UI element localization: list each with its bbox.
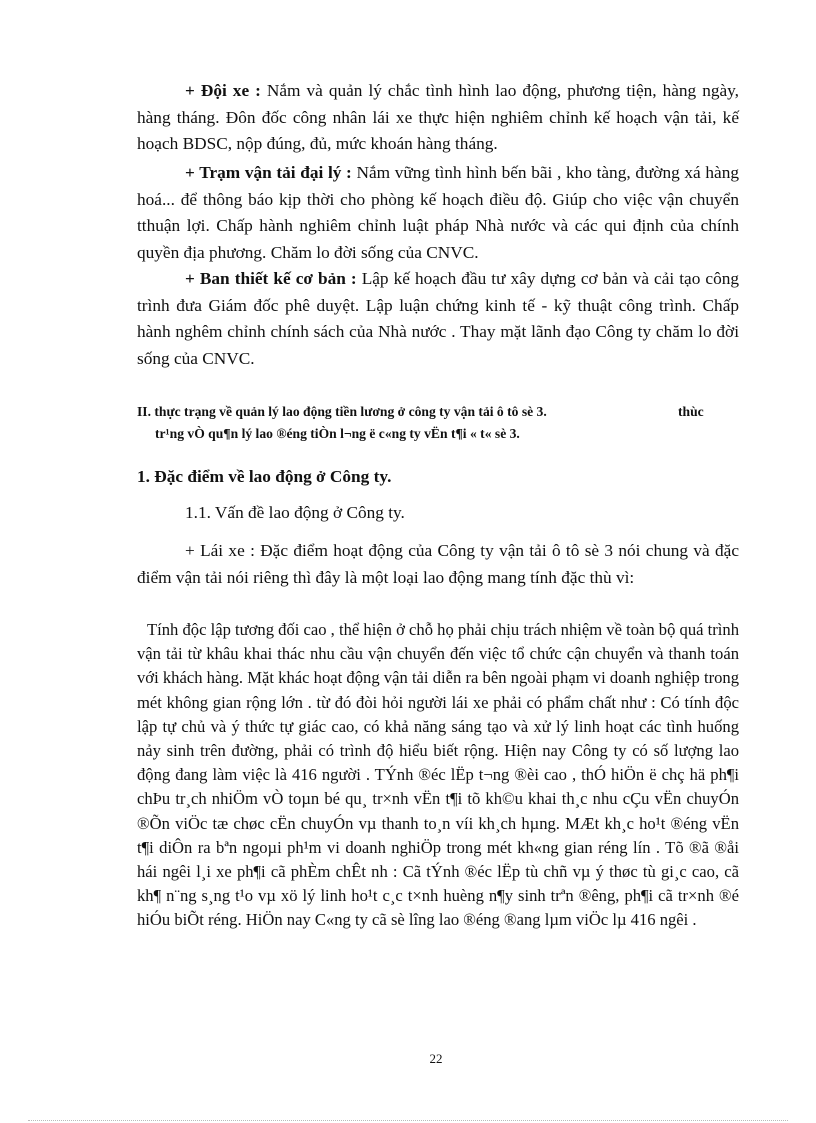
- paragraph-ban-thiet-ke: [137, 266, 739, 372]
- section-ii-heading-tail: thùc: [678, 404, 704, 419]
- label-ban-thiet-ke: + Ban thiết kế cơ bản :: [185, 269, 357, 288]
- subheading-van-de-lao-dong: 1.1. Vấn đề lao động ở Công ty.: [185, 503, 405, 522]
- page-bottom-divider: [28, 1120, 788, 1121]
- text-ban-thiet-ke: Lập kế hoạch đầu tư xây dựng cơ bản và cải tạo công trình đưa Giám đốc phê duyệt. Lập luận chứng kinh tế - kỹ thuật công trình. Chấp hành nghêm chỉnh chính sách của Nhà nước . Thay mặt lãnh đạo Công ty chăm lo đời sống của CNVC.: [137, 269, 739, 368]
- paragraph-main-body: Tính độc lập tương đối cao , thể hiện ở chỗ họ phải chịu trách nhiệm về toàn bộ quá trình vận tải từ khâu khai thác nhu cầu vận chuyển đến việc tổ chức cận chuyển và thanh toán với khách hàng. Mặt khác hoạt động vận tải diễn ra bên ngoài phạm vi doanh nghiệp trong mét không gian rộng lớn . từ đó đòi hỏi người lái xe phải có phẩm chất như : Có tính độc lập tự chủ và ý thức tự giác cao, có khả năng sáng tạo và xử lý linh hoạt các tình huống nảy sinh trên đường, phải có trình độ hiểu biết rộng. Hiện nay Công ty có số lượng lao động đang làm việc là 416 người . TÝnh ®éc lËp t¬ng ®èi cao , thÓ hiÖn ë chç hä ph¶i chÞu tr¸ch nhiÖm vÒ toµn bé qu¸ tr×nh vËn t¶i tõ kh©u khai th¸c nhu cÇu vËn chuyÓn ®Õn viÖc tæ chøc cËn chuyÓn vµ thanh to¸n víi kh¸ch hµng. MÆt kh¸c ho¹t ®éng vËn t¶i diÔn ra bªn ngoµi ph¹m vi doanh nghiÖp trong mét kh«ng gian réng lín . Tõ ®ã ®åi hái ngêi l¸i xe ph¶i cã phÈm chÊt nh : Cã tÝnh ®éc lËp tù chñ vµ ý thøc tù gi¸c cao, cã kh¶ n¨ng s¸ng t¹o vµ xö lý linh ho¹t c¸c t×nh huèng n¶y sinh trªn ®êng, ph¶i cã tr×nh ®é hiÓu biÕt réng. HiÖn nay C«ng ty cã sè lîng lao ®éng ®ang lµm viÖc lµ 416 ngêi .: [137, 620, 739, 930]
- paragraph-lai-xe: + Lái xe : Đặc điểm hoạt động của Công ty vận tải ô tô sè 3 nói chung và đặc điểm vận tải nói riêng thì đây là một loại lao động mang tính đặc thù vì:: [137, 541, 739, 587]
- label-tram-van-tai: + Trạm vận tải đại lý :: [185, 163, 352, 182]
- paragraph-doi-xe: [137, 78, 739, 158]
- text-doi-xe: Nắm và quản lý chắc tình hình lao động, phương tiện, hàng ngày, hàng tháng. Đôn đốc công nhân lái xe thực hiện nghiêm chỉnh kế hoạch vận tải, kế hoạch BDSC, nộp đúng, đủ, mức khoán hàng tháng.: [137, 81, 739, 153]
- page-number: 22: [429, 1051, 443, 1066]
- text-tram-van-tai: Nắm vững tình hình bến bãi , kho tàng, đường xá hàng hoá... để thông báo kịp thời cho phòng kế hoạch điều độ. Giúp cho việc vận chuyển tthuận lợi. Chấp hành nghiêm chỉnh luật pháp Nhà nước và các qui định của chính quyền địa phương. Chăm lo đời sống của CNVC.: [137, 163, 739, 262]
- section-ii-heading-line2: tr¹ng vÒ qu¶n lý lao ®éng tiÒn l¬ng ë c«ng ty vËn t¶i « t« sè 3.: [155, 426, 520, 441]
- heading-lao-dong: 1. Đặc điểm về lao động ở Công ty.: [137, 467, 392, 486]
- label-doi-xe: + Đội xe :: [185, 81, 261, 100]
- paragraph-tram-van-tai: [137, 160, 739, 266]
- section-ii-heading-line1: II. thực trạng về quản lý lao động tiền lương ở công ty vận tải ô tô sè 3.: [137, 404, 547, 419]
